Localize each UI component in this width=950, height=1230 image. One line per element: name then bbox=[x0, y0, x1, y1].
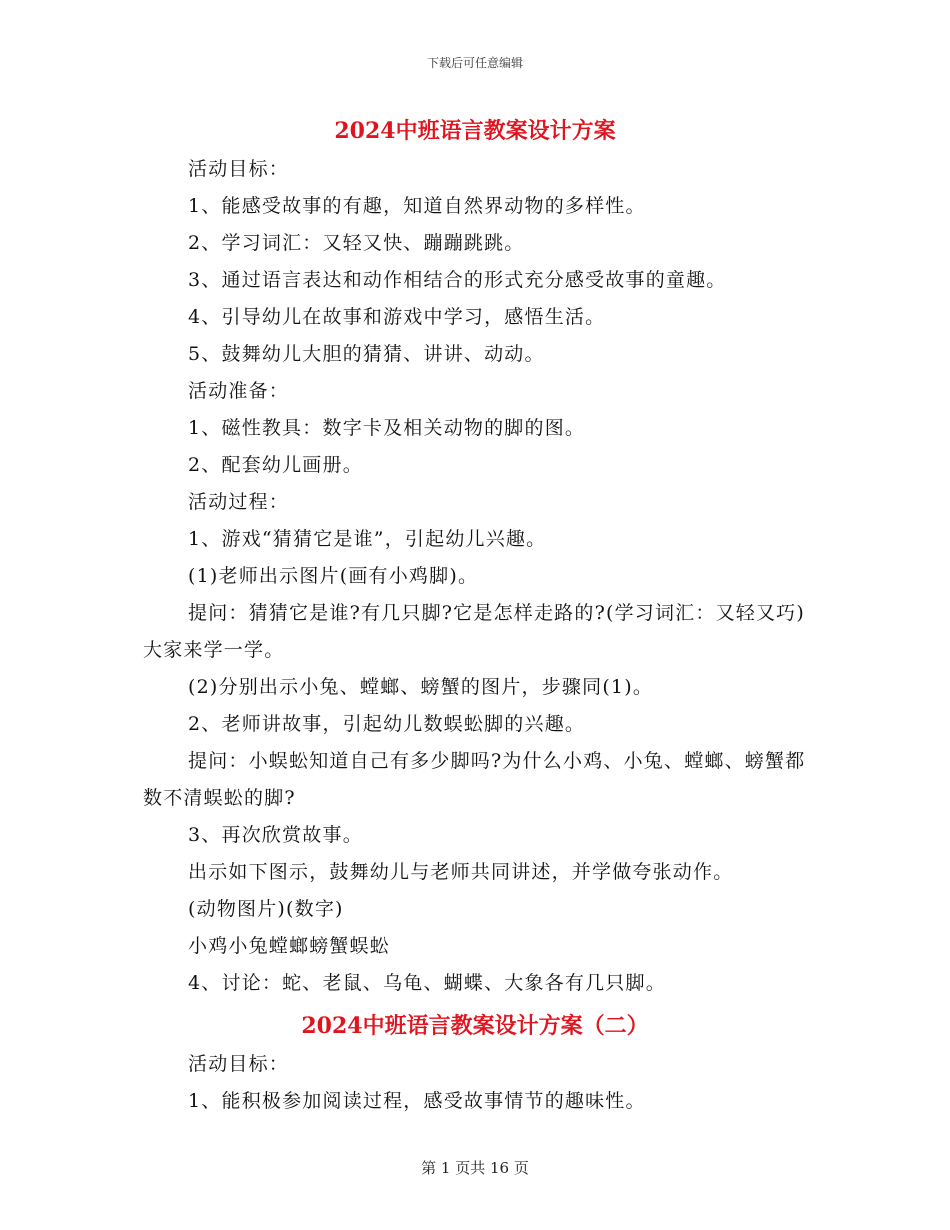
paragraph: 1、能积极参加阅读过程，感受故事情节的趣味性。 bbox=[188, 1090, 646, 1112]
section-title: 2024中班语言教案设计方案（二） bbox=[301, 1013, 649, 1039]
paragraph: 1、磁性教具：数字卡及相关动物的脚的图。 bbox=[188, 417, 586, 439]
paragraph: 1、能感受故事的有趣，知道自然界动物的多样性。 bbox=[188, 195, 646, 217]
paragraph: 活动目标： bbox=[188, 158, 290, 180]
paragraph: 1、游戏“猜猜它是谁”，引起幼儿兴趣。 bbox=[188, 528, 547, 550]
paragraph: 3、通过语言表达和动作相结合的形式充分感受故事的童趣。 bbox=[188, 269, 727, 291]
paragraph: 2、配套幼儿画册。 bbox=[188, 454, 363, 476]
paragraph: 2、学习词汇：又轻又快、蹦蹦跳跳。 bbox=[188, 232, 525, 254]
page-header: 下载后可任意编辑 bbox=[426, 56, 523, 70]
paragraph: 活动目标： bbox=[188, 1053, 290, 1075]
paragraph: (1)老师出示图片(画有小鸡脚)。 bbox=[188, 565, 479, 587]
paragraph: 3、再次欣赏故事。 bbox=[188, 824, 363, 846]
paragraph: 出示如下图示，鼓舞幼儿与老师共同讲述，并学做夸张动作。 bbox=[188, 861, 734, 883]
paragraph: 小鸡小兔螳螂螃蟹蜈蚣 bbox=[188, 935, 391, 957]
paragraph: 4、引导幼儿在故事和游戏中学习，感悟生活。 bbox=[188, 306, 606, 328]
paragraph: 5、鼓舞幼儿大胆的猜猜、讲讲、动动。 bbox=[188, 343, 545, 365]
paragraph: 提问：小蜈蚣知道自己有多少脚吗?为什么小鸡、小兔、螳螂、螃蟹都数不清蜈蚣的脚? bbox=[143, 750, 806, 809]
paragraph: 活动准备： bbox=[188, 380, 290, 402]
page-footer: 第 1 页共 16 页 bbox=[421, 1159, 529, 1177]
paragraph: 2、老师讲故事，引起幼儿数蜈蚣脚的兴趣。 bbox=[188, 713, 586, 735]
paragraph: (动物图片)(数字) bbox=[188, 898, 344, 920]
paragraph: (2)分别出示小兔、螳螂、螃蟹的图片，步骤同(1)。 bbox=[188, 676, 654, 698]
paragraph: 活动过程： bbox=[188, 491, 290, 513]
paragraph: 4、讨论：蛇、老鼠、乌龟、蝴蝶、大象各有几只脚。 bbox=[188, 972, 666, 994]
document-title: 2024中班语言教案设计方案 bbox=[334, 118, 616, 144]
paragraph: 提问：猜猜它是谁?有几只脚?它是怎样走路的?(学习词汇：又轻又巧)大家来学一学。 bbox=[143, 602, 805, 661]
